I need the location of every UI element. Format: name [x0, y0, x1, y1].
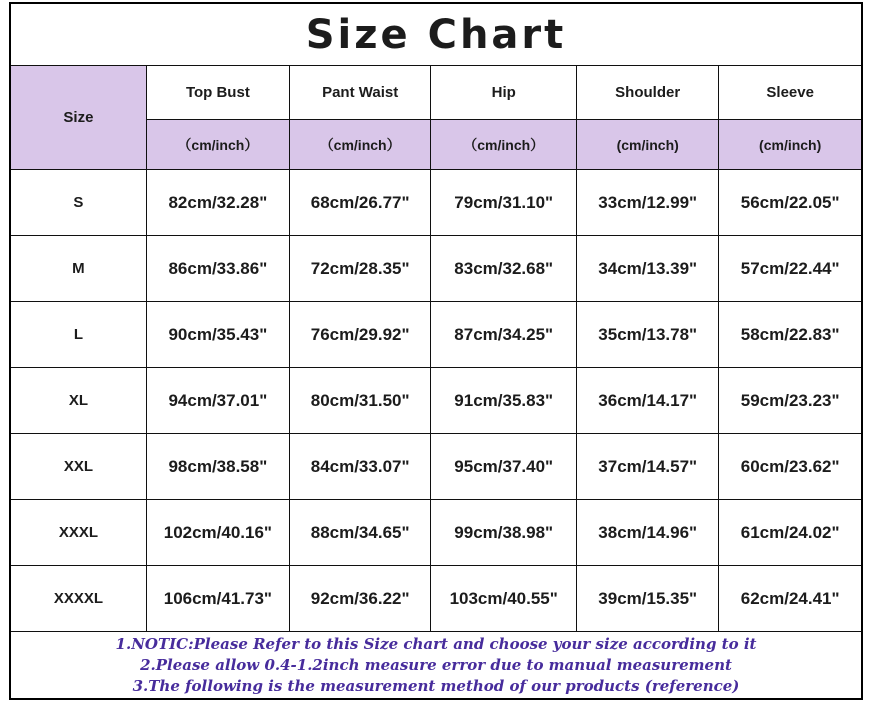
- cell-hip: 79cm/31.10": [431, 170, 577, 236]
- size-label: XXXL: [10, 500, 146, 566]
- column-header-pant-waist: Pant Waist: [289, 66, 430, 120]
- table-row: [10, 566, 862, 632]
- cell-pant-waist: 92cm/36.22": [289, 566, 430, 632]
- cell-hip: 83cm/32.68": [431, 236, 577, 302]
- column-header-hip: Hip: [431, 66, 577, 120]
- column-header-sleeve: Sleeve: [719, 66, 862, 120]
- cell-top-bust: 98cm/38.58": [146, 434, 289, 500]
- cell-hip: 91cm/35.83": [431, 368, 577, 434]
- cell-shoulder: 38cm/14.96": [577, 500, 719, 566]
- cell-shoulder: 39cm/15.35": [577, 566, 719, 632]
- cell-pant-waist: 68cm/26.77": [289, 170, 430, 236]
- table-row: [10, 170, 862, 236]
- cell-hip: 95cm/37.40": [431, 434, 577, 500]
- cell-hip: 103cm/40.55": [431, 566, 577, 632]
- size-label: XXL: [10, 434, 146, 500]
- unit-top-bust: （cm/inch）: [146, 120, 289, 170]
- column-header-shoulder: Shoulder: [577, 66, 719, 120]
- cell-top-bust: 82cm/32.28": [146, 170, 289, 236]
- cell-shoulder: 37cm/14.57": [577, 434, 719, 500]
- note-line-3: 3.The following is the measurement method of our products (reference): [132, 676, 740, 695]
- cell-top-bust: 94cm/37.01": [146, 368, 289, 434]
- cell-sleeve: 61cm/24.02": [719, 500, 862, 566]
- column-header-size: Size: [10, 66, 146, 170]
- size-label: L: [10, 302, 146, 368]
- cell-pant-waist: 80cm/31.50": [289, 368, 430, 434]
- cell-shoulder: 36cm/14.17": [577, 368, 719, 434]
- cell-shoulder: 33cm/12.99": [577, 170, 719, 236]
- cell-sleeve: 58cm/22.83": [719, 302, 862, 368]
- cell-sleeve: 59cm/23.23": [719, 368, 862, 434]
- column-header-top-bust: Top Bust: [146, 66, 289, 120]
- size-label: S: [10, 170, 146, 236]
- table-row: [10, 368, 862, 434]
- size-label: XL: [10, 368, 146, 434]
- table-row: [10, 500, 862, 566]
- unit-shoulder: (cm/inch): [577, 120, 719, 170]
- cell-hip: 87cm/34.25": [431, 302, 577, 368]
- cell-sleeve: 62cm/24.41": [719, 566, 862, 632]
- cell-pant-waist: 88cm/34.65": [289, 500, 430, 566]
- notes-block: [10, 632, 862, 700]
- cell-hip: 99cm/38.98": [431, 500, 577, 566]
- page-title: Size Chart: [10, 3, 862, 66]
- cell-shoulder: 34cm/13.39": [577, 236, 719, 302]
- note-line-1: 1.NOTIC:Please Refer to this Size chart and choose your size according to it: [115, 634, 757, 653]
- table-row: [10, 236, 862, 302]
- size-label: M: [10, 236, 146, 302]
- unit-pant-waist: （cm/inch）: [289, 120, 430, 170]
- unit-sleeve: (cm/inch): [719, 120, 862, 170]
- cell-pant-waist: 84cm/33.07": [289, 434, 430, 500]
- cell-sleeve: 57cm/22.44": [719, 236, 862, 302]
- size-chart-table: [9, 2, 863, 700]
- cell-top-bust: 90cm/35.43": [146, 302, 289, 368]
- cell-pant-waist: 76cm/29.92": [289, 302, 430, 368]
- cell-pant-waist: 72cm/28.35": [289, 236, 430, 302]
- cell-shoulder: 35cm/13.78": [577, 302, 719, 368]
- cell-sleeve: 60cm/23.62": [719, 434, 862, 500]
- cell-top-bust: 106cm/41.73": [146, 566, 289, 632]
- cell-top-bust: 102cm/40.16": [146, 500, 289, 566]
- table-row: [10, 302, 862, 368]
- unit-hip: （cm/inch）: [431, 120, 577, 170]
- cell-top-bust: 86cm/33.86": [146, 236, 289, 302]
- size-label: XXXXL: [10, 566, 146, 632]
- note-line-2: 2.Please allow 0.4-1.2inch measure error due to manual measurement: [140, 655, 732, 674]
- table-row: [10, 434, 862, 500]
- cell-sleeve: 56cm/22.05": [719, 170, 862, 236]
